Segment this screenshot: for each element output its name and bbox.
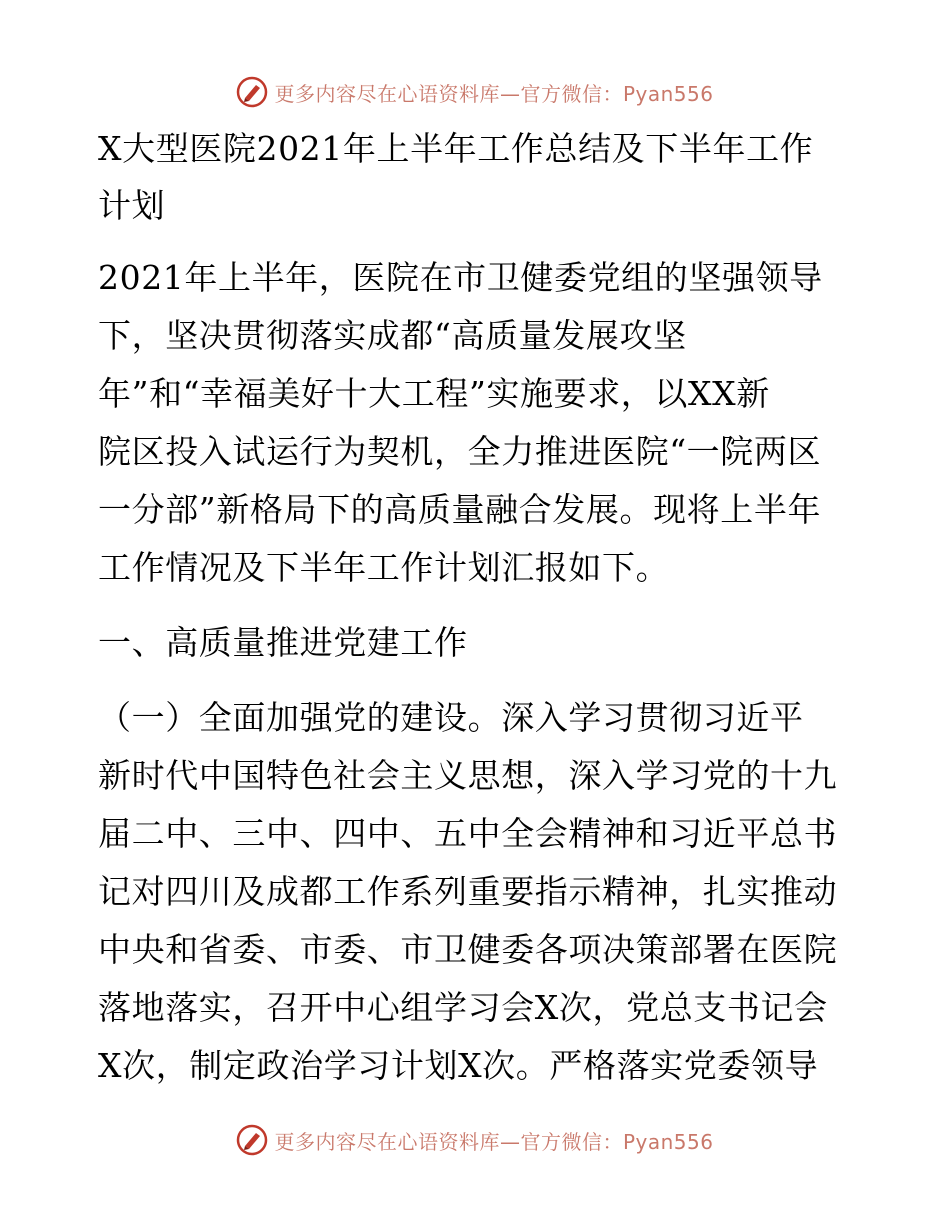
body-line: （一）全面加强党的建设。深入学习贯彻习近平	[98, 698, 804, 737]
intro-line: 下，坚决贯彻落实成都“高质量发展攻坚	[98, 316, 687, 355]
watermark-banner-bottom	[0, 1118, 950, 1162]
intro-line: 2021年上半年，医院在市卫健委党组的坚强领导	[98, 258, 823, 297]
body-line: X次，制定政治学习计划X次。严格落实党委领导	[98, 1046, 819, 1085]
watermark-banner-top	[0, 70, 950, 114]
body-line: 中央和省委、市委、市卫健委各项决策部署在医院	[98, 930, 838, 969]
section-heading: 一、高质量推进党建工作	[98, 623, 468, 662]
watermark-text: 更多内容尽在心语资料库—官方微信：Pyan556	[274, 81, 714, 106]
body-line: 届二中、三中、四中、五中全会精神和习近平总书	[98, 814, 838, 853]
intro-line: 一分部”新格局下的高质量融合发展。现将上半年	[98, 490, 822, 529]
pen-logo-icon	[236, 76, 268, 108]
body-line: 记对四川及成都工作系列重要指示精神，扎实推动	[98, 872, 838, 911]
pen-logo-icon	[236, 1124, 268, 1156]
document-title-line-1: X大型医院2021年上半年工作总结及下半年工作	[98, 129, 814, 168]
intro-line: 院区投入试运行为契机，全力推进医院“一院两区	[98, 432, 822, 471]
intro-line: 工作情况及下半年工作计划汇报如下。	[98, 548, 670, 587]
body-line: 落地落实，召开中心组学习会X次，党总支书记会	[98, 988, 828, 1027]
document-title-line-2: 计划	[98, 186, 166, 225]
body-line: 新时代中国特色社会主义思想，深入学习党的十九	[98, 756, 838, 795]
intro-line: 年”和“幸福美好十大工程”实施要求，以XX新	[98, 374, 770, 413]
watermark-text: 更多内容尽在心语资料库—官方微信：Pyan556	[274, 1129, 714, 1154]
